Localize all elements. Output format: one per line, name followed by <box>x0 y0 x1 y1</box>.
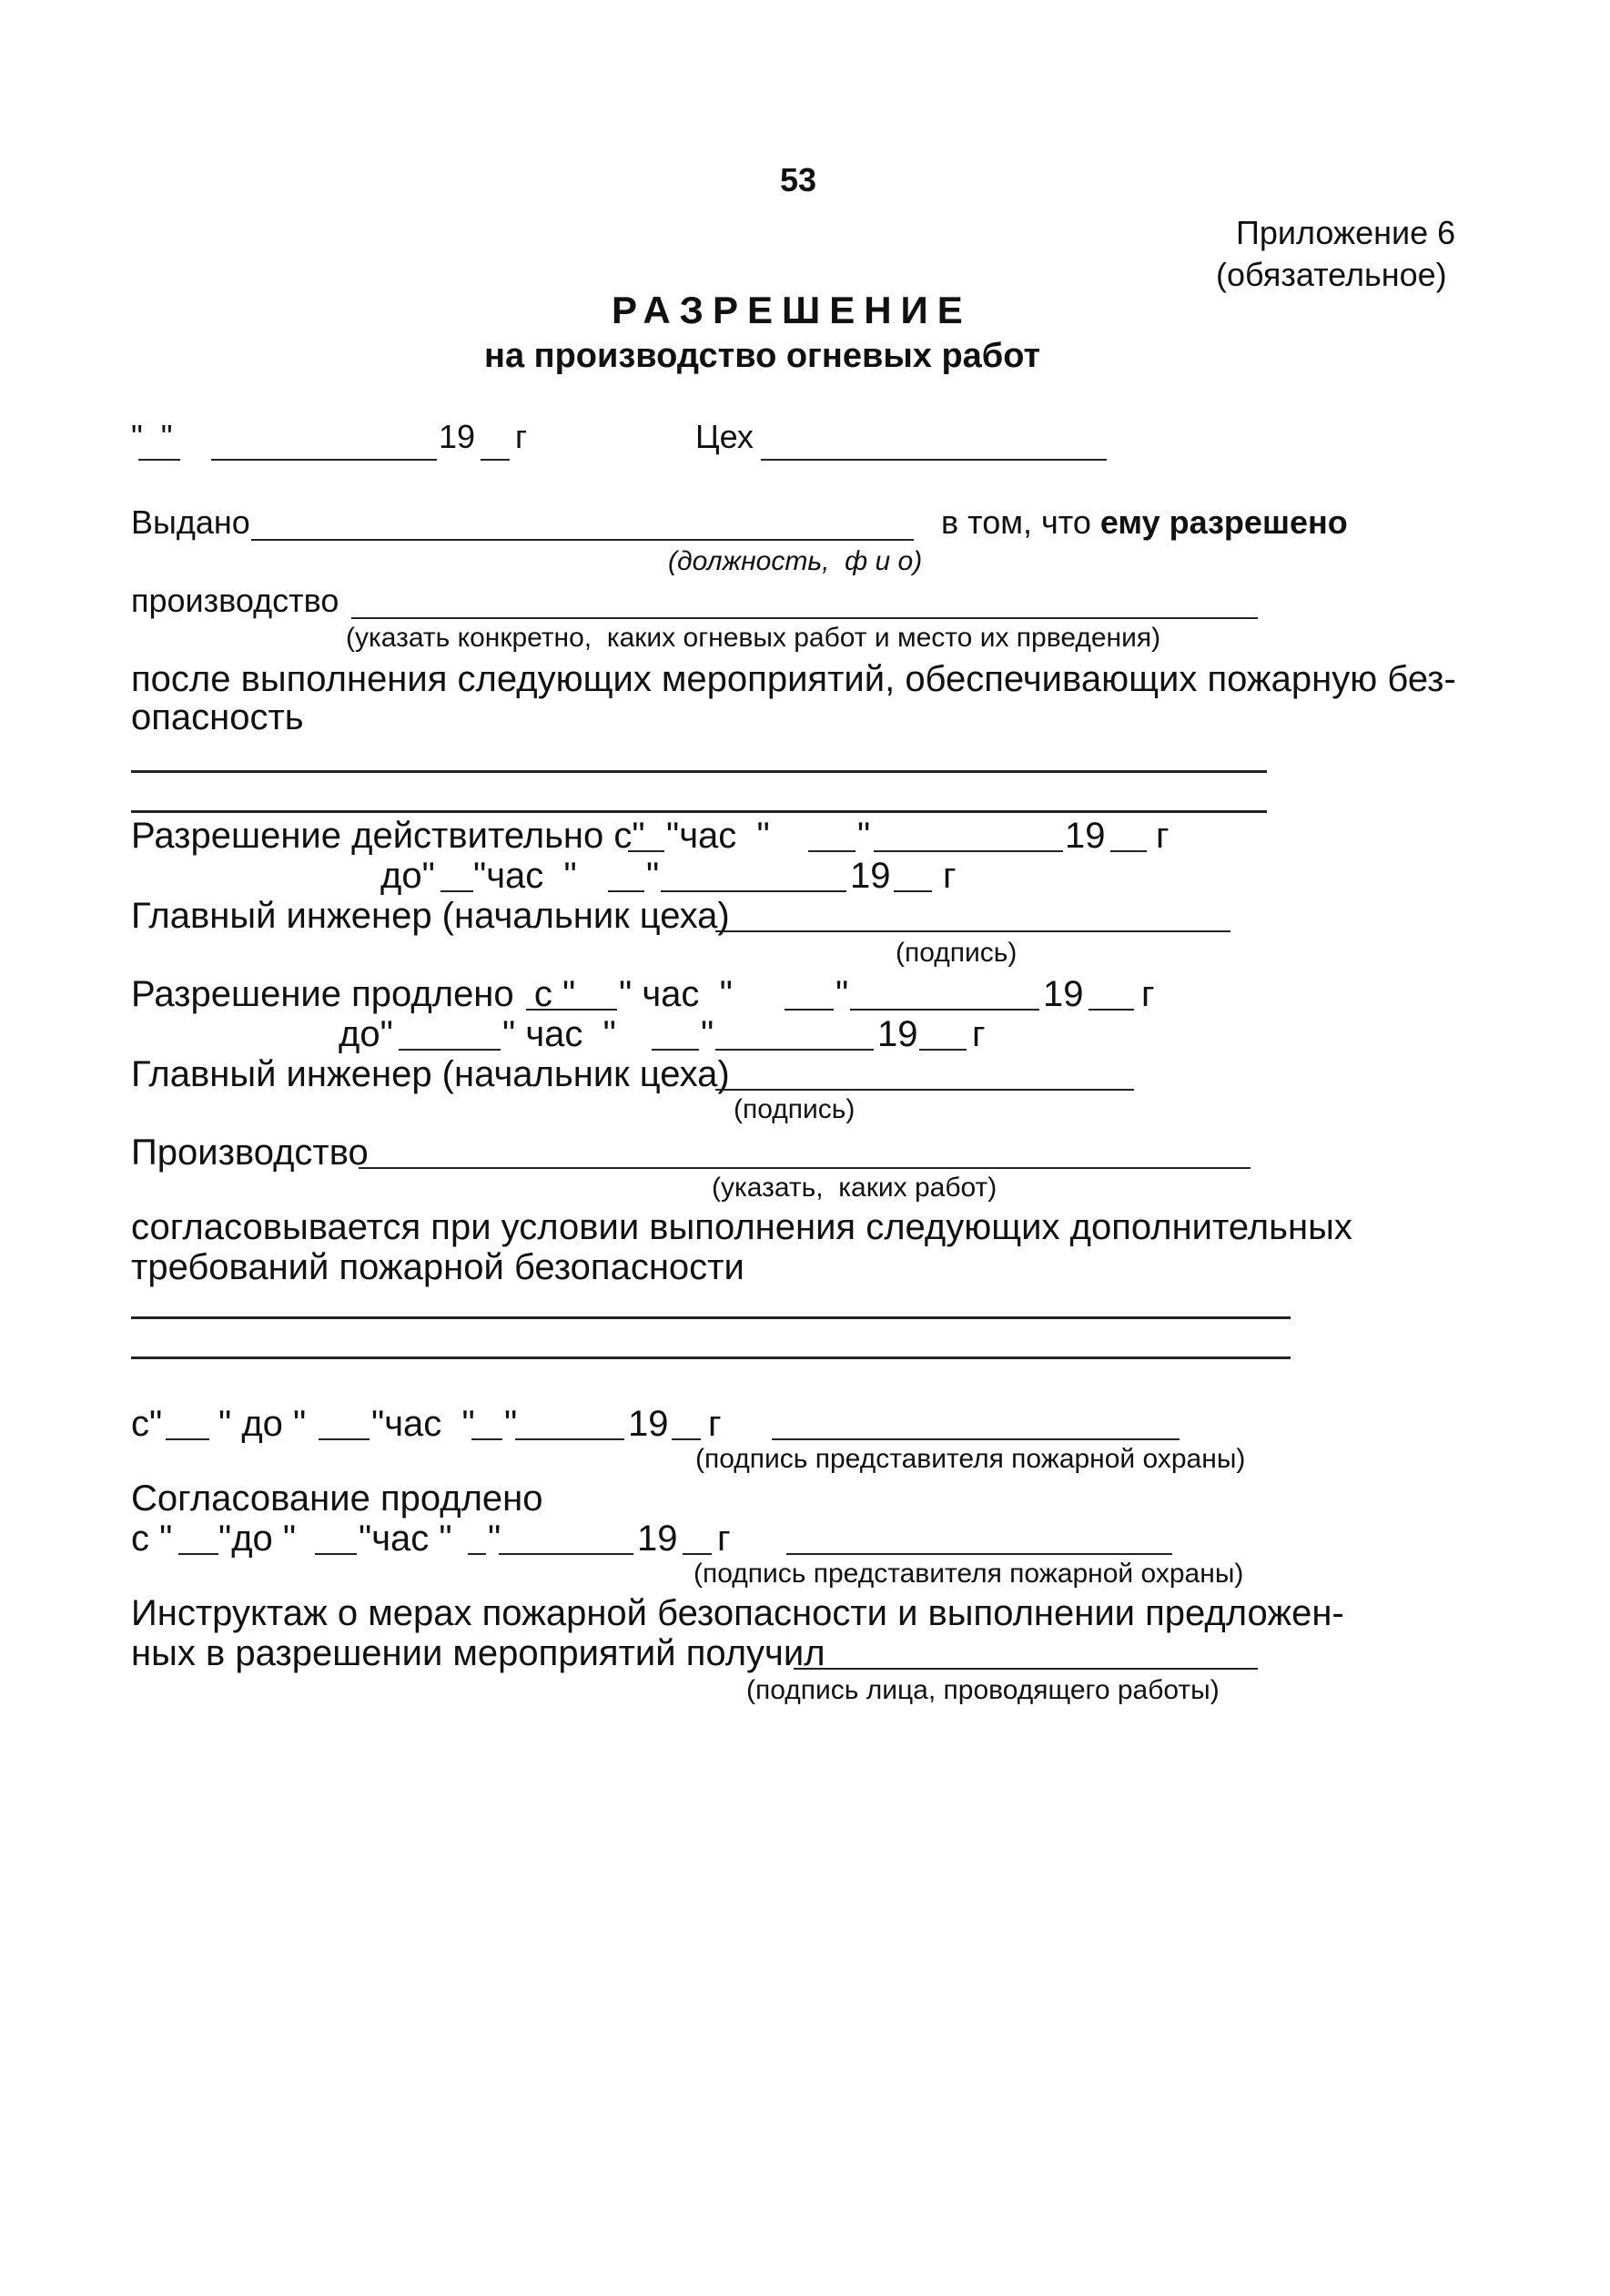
agreement-quote: " <box>488 1519 501 1559</box>
valid-from-year-suffix: г <box>1156 816 1170 856</box>
period-until-label: " до " <box>218 1404 307 1444</box>
fire-guard-caption-2: (подпись представителя пожарной охраны) <box>694 1559 1244 1589</box>
document-title: РАЗРЕШЕНИЕ <box>612 289 972 331</box>
requirements-line-2[interactable] <box>131 1356 1291 1359</box>
fire-guard-caption-1: (подпись представителя пожарной охраны) <box>695 1444 1246 1474</box>
period-year-field[interactable] <box>672 1438 701 1440</box>
valid-from-hour-field[interactable] <box>628 850 664 852</box>
valid-until-year-field[interactable] <box>894 890 932 892</box>
fire-guard-signature-1[interactable] <box>772 1438 1180 1440</box>
extended-until-label: до" <box>339 1014 393 1054</box>
agreement-until-label: "до " <box>218 1519 297 1559</box>
extended-from-year-field[interactable] <box>1089 1009 1134 1011</box>
appendix-label: Приложение 6 <box>1236 214 1456 251</box>
agreement-year-prefix: 19 <box>637 1519 678 1559</box>
measures-line-2[interactable] <box>131 810 1267 813</box>
valid-until-day-field[interactable] <box>608 890 644 892</box>
production-label: производство <box>131 582 339 619</box>
chief-engineer-signature-1[interactable] <box>715 930 1230 932</box>
month-field[interactable] <box>211 459 437 461</box>
agreement-year-field[interactable] <box>683 1553 712 1555</box>
valid-until-label: до" <box>380 856 435 896</box>
production2-caption: (указать, каких работ) <box>712 1173 997 1203</box>
valid-from-month-field[interactable] <box>874 850 1063 852</box>
extended-until-month-field[interactable] <box>715 1049 874 1051</box>
year-suffix: г <box>515 418 528 455</box>
period-day-field[interactable] <box>471 1438 502 1440</box>
production2-field[interactable] <box>359 1167 1251 1169</box>
period-quote: " <box>504 1404 518 1444</box>
signature-caption-1: (подпись) <box>896 938 1018 968</box>
page-number: 53 <box>780 161 817 198</box>
requirements-line-1[interactable] <box>131 1316 1291 1319</box>
briefing-text-line2: ных в разрешении мероприятий получил <box>131 1633 825 1673</box>
valid-until-year-suffix: г <box>943 856 957 896</box>
extended-from-quote: " <box>835 974 849 1014</box>
extended-until-year-suffix: г <box>972 1014 986 1054</box>
extended-from-day-field[interactable] <box>785 1009 834 1011</box>
agreement-extended-label: Согласование продлено <box>131 1478 543 1519</box>
agreement-year-suffix: г <box>717 1519 731 1559</box>
agreement-day-field[interactable] <box>468 1553 486 1555</box>
period-until-field[interactable] <box>319 1438 370 1440</box>
agreement-from-field[interactable] <box>178 1553 218 1555</box>
agreement-hour-label: "час " <box>359 1519 452 1559</box>
signature-caption-2: (подпись) <box>734 1094 856 1124</box>
valid-from-hour-label: "час " <box>666 816 770 856</box>
agreement-month-field[interactable] <box>499 1553 633 1555</box>
extended-until-quote: " <box>701 1014 714 1054</box>
extended-until-hour-field[interactable] <box>399 1049 501 1051</box>
valid-from-year-prefix: 19 <box>1065 816 1106 856</box>
measures-text-line1: после выполнения следующих мероприятий, обеспечивающих пожарную без- <box>131 659 1456 699</box>
issued-rest: в том, что ему разрешено <box>941 503 1348 541</box>
measures-text-line2: опасность <box>131 697 304 737</box>
chief-engineer-label-2: Главный инженер (начальник цеха) <box>131 1054 730 1094</box>
valid-from-year-field[interactable] <box>1110 850 1147 852</box>
year-prefix: 19 <box>439 418 476 455</box>
extended-until-year-prefix: 19 <box>877 1014 918 1054</box>
period-hour-label: "час " <box>371 1404 475 1444</box>
period-year-suffix: г <box>708 1404 722 1444</box>
extended-until-year-field[interactable] <box>919 1049 967 1051</box>
valid-until-month-field[interactable] <box>661 890 846 892</box>
issued-caption: (должность, ф и о) <box>668 546 923 576</box>
period-from-field[interactable] <box>166 1438 209 1440</box>
briefing-text-line1: Инструктаж о мерах пожарной безопасности и выполнении предложен- <box>131 1593 1344 1633</box>
extended-until-hour-label: " час " <box>502 1014 616 1054</box>
day-field[interactable] <box>138 459 180 461</box>
agreement-from-label: с " <box>131 1519 173 1559</box>
extended-until-day-field[interactable] <box>652 1049 699 1051</box>
appendix-status: (обязательное) <box>1216 256 1447 293</box>
extended-from-hour-field[interactable] <box>526 1009 617 1011</box>
valid-until-year-prefix: 19 <box>850 856 891 896</box>
measures-line-1[interactable] <box>131 770 1267 773</box>
period-month-field[interactable] <box>515 1438 624 1440</box>
date-quotes: " " <box>131 418 173 455</box>
workshop-field[interactable] <box>761 459 1107 461</box>
extended-from-month-field[interactable] <box>850 1009 1039 1011</box>
document-subtitle: на производство огневых работ <box>484 337 1041 375</box>
extended-from-year-prefix: 19 <box>1043 974 1084 1014</box>
agreement-until-field[interactable] <box>315 1553 357 1555</box>
agreed-text-line2: требований пожарной безопасности <box>131 1247 744 1287</box>
workshop-label: Цех <box>695 418 754 455</box>
period-from-label: с" <box>131 1404 163 1444</box>
valid-until-hour-field[interactable] <box>440 890 473 892</box>
valid-from-label: Разрешение действительно с" <box>131 816 645 856</box>
extended-from-year-suffix: г <box>1141 974 1155 1014</box>
briefing-caption: (подпись лица, проводящего работы) <box>746 1675 1220 1705</box>
valid-from-quote: " <box>857 816 871 856</box>
year-field[interactable] <box>481 459 510 461</box>
chief-engineer-label-1: Главный инженер (начальник цеха) <box>131 896 730 936</box>
valid-from-day-field[interactable] <box>808 850 856 852</box>
valid-until-hour-label: "час " <box>473 856 577 896</box>
valid-until-quote: " <box>646 856 660 896</box>
issued-to-field[interactable] <box>251 539 914 541</box>
production-caption: (указать конкретно, каких огневых работ и место их прведения) <box>346 623 1161 653</box>
extended-from-hour-label: " час " <box>619 974 733 1014</box>
production-field[interactable] <box>351 617 1258 619</box>
fire-guard-signature-2[interactable] <box>786 1553 1172 1555</box>
chief-engineer-signature-2[interactable] <box>715 1089 1134 1091</box>
period-year-prefix: 19 <box>628 1404 669 1444</box>
production2-label: Производство <box>131 1133 369 1173</box>
agreed-text-line1: согласовывается при условии выполнения следующих дополнительных <box>131 1207 1352 1247</box>
briefing-signature-field[interactable] <box>794 1668 1258 1670</box>
issued-label: Выдано <box>131 503 250 541</box>
extended-from-label: Разрешение продлено с " <box>131 974 576 1014</box>
